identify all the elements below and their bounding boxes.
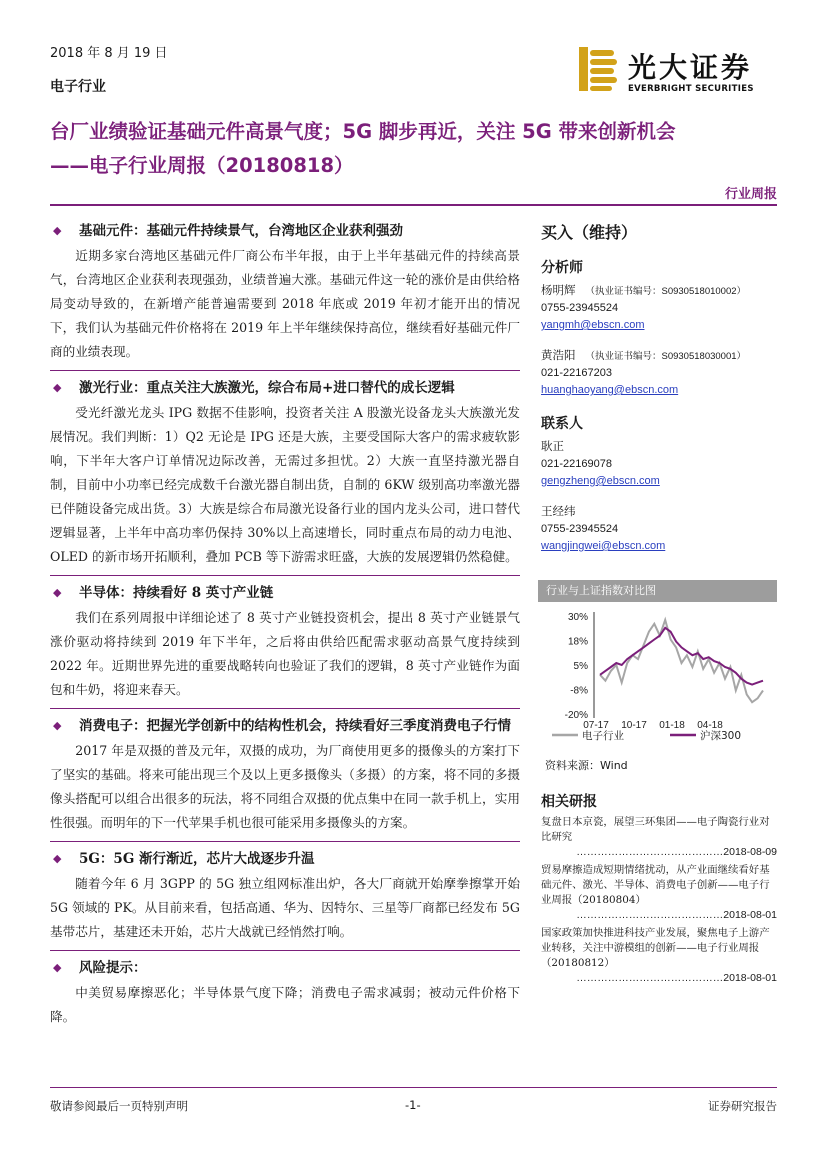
analyst-title: 分析师 [541, 260, 583, 276]
logo-text-cn: 光大证券 [628, 51, 753, 84]
footer-disclaimer: 敬请参阅最后一页特别声明 [50, 1099, 188, 1113]
section-divider [50, 950, 520, 951]
y-tick-label: 30% [567, 612, 588, 623]
section-5g [50, 848, 520, 944]
diamond-bullet-icon: ◆ [53, 719, 62, 732]
related-report-text: 贸易摩擦造成短期情绪扰动，从产业面继续看好基础元件、激光、半导体、消费电子创新——电子行业周报（20180804） [541, 864, 770, 906]
contact-phone: 021-22169078 [541, 458, 612, 470]
section-heading-text: 5G：5G 渐行渐近，芯片大战逐步升温 [79, 851, 315, 867]
page-number: -1- [405, 1098, 421, 1112]
section-divider [50, 708, 520, 709]
section-heading-text: 半导体：持续看好 8 英寸产业链 [79, 585, 274, 601]
section-heading-text: 风险提示： [79, 960, 147, 976]
section-heading [50, 220, 520, 242]
analyst-phone: 021-22167203 [541, 367, 612, 379]
related-report-date: ……………………………………2018-08-01 [576, 972, 777, 984]
sector-label: 电子行业 [50, 79, 106, 95]
section-heading [50, 582, 520, 604]
section-divider [50, 370, 520, 371]
section-body: 受光纤激光龙头 IPG 数据不佳影响，投资者关注 A 股激光设备龙头大族激光发展情况。我们判断：1）Q2 无论是 IPG 还是大族，主要受国际大客户的需求疲软影响，下半年大客户订单情况边际改善，无需过多担忧。2）大族一直坚持激光器自制，目前中小功率已经完成数千台激光器自制出货，自制的 6KW 级别高功率激光器已伴随设备完成出货。3）大族是综合布局激光设备行业的国内龙头公司，进口替代逻辑显著，上半年中高功率仍保持 30%以上高速增长，同时重点布局的动力电池、OLED 的新市场开拓顺利，叠加 PCB 等下游需求旺盛，大族的发展逻辑仍然稳健。 [50, 405, 520, 564]
section-heading [50, 715, 520, 737]
section-heading [50, 957, 520, 979]
related-report-text: 国家政策加快推进科技产业发展，聚焦电子上游产业转移，关注中游模组的创新——电子行业周报（20180812） [541, 927, 770, 969]
section-body: 近期多家台湾地区基础元件厂商公布半年报，由于上半年基础元件的持续高景气，台湾地区企业获利表现强劲，业绩普遍大涨。基础元件这一轮的涨价是由供给格局变动导致的，在新增产能普遍需要到 2018 年底或 2019 年初才能开出的情况下，我们认为基础元件价格将在 2019 年上半年继续保持高位，继续看好基础元件厂商的业绩表现。 [50, 248, 520, 359]
legend-label: 沪深300 [700, 730, 742, 742]
section-body: 随着今年 6 月 3GPP 的 5G 独立组网标准出炉，各大厂商就开始摩拳擦掌开始 5G 领域的 PK。从目前来看，包括高通、华为、因特尔、三星等厂商都已经发布 5G 基带芯片，基建还未开始，芯片大战就已经悄然打响。 [50, 876, 520, 939]
related-report-text: 复盘日本京瓷，展望三环集团——电子陶瓷行业对比研究 [541, 816, 770, 843]
diamond-bullet-icon: ◆ [53, 381, 62, 394]
diamond-bullet-icon: ◆ [53, 852, 62, 865]
analyst-card [541, 348, 777, 399]
section-heading-text: 基础元件：基础元件持续景气，台湾地区企业获利强劲 [79, 223, 403, 239]
section-heading [50, 377, 520, 399]
contact-email-link[interactable]: wangjingwei@ebscn.com [541, 540, 666, 552]
x-tick-label: 04-18 [697, 720, 723, 731]
contact-name: 耿正 [541, 441, 564, 453]
y-tick-label: 5% [573, 661, 588, 672]
contact-phone: 0755-23945524 [541, 523, 619, 535]
legend-label: 电子行业 [582, 730, 624, 742]
diamond-bullet-icon: ◆ [53, 224, 62, 237]
chart-source: 资料来源：Wind [545, 759, 628, 772]
y-tick-label: -20% [564, 710, 588, 721]
x-tick-label: 10-17 [621, 720, 647, 731]
x-tick-label: 01-18 [659, 720, 685, 731]
logo-text-en: EVERBRIGHT SECURITIES [628, 84, 754, 94]
analyst-license: （执业证书编号：S0930518030001） [585, 351, 747, 362]
contact-name: 王经纬 [541, 506, 576, 518]
related-report-link[interactable] [541, 815, 777, 860]
analyst-card [541, 283, 777, 334]
rating: 买入（维持） [541, 223, 638, 242]
report-title-line1: 台厂业绩验证基础元件高景气度；5G 脚步再近，关注 5G 带来创新机会 [50, 120, 676, 143]
analyst-name: 杨明辉 [541, 285, 576, 297]
comparison-chart [538, 580, 777, 758]
sidebar [538, 220, 777, 555]
footer-report-label: 证券研究报告 [708, 1099, 777, 1113]
footer-divider [50, 1087, 777, 1088]
section-consumer-electronics [50, 715, 520, 835]
related-report-link[interactable] [541, 926, 777, 986]
section-heading-text: 消费电子：把握光学创新中的结构性机会，持续看好三季度消费电子行情 [79, 718, 511, 734]
related-report-date: ……………………………………2018-08-09 [576, 846, 777, 858]
main-content [50, 214, 520, 1035]
contact-email-link[interactable]: gengzheng@ebscn.com [541, 475, 660, 487]
related-report-date: ……………………………………2018-08-01 [576, 909, 777, 921]
related-reports [538, 791, 777, 989]
section-divider [50, 575, 520, 576]
contact-card [541, 439, 777, 490]
report-type: 行业周报 [724, 187, 777, 202]
analyst-email-link[interactable]: yangmh@ebscn.com [541, 319, 645, 331]
section-divider [50, 841, 520, 842]
report-date: 2018 年 8 月 19 日 [50, 46, 168, 61]
y-tick-label: -8% [570, 685, 588, 697]
section-semiconductor [50, 582, 520, 702]
section-body: 2017 年是双摄的普及元年，双摄的成功，为厂商使用更多的摄像头的方案打下了坚实的基础。将来可能出现三个及以上更多摄像头（多摄）的方案，将不同的多摄像头搭配可以组合出很多的玩法，将不同组合双摄的优点集中在同一款手机上，实用性很强。而明年的下一代苹果手机也很可能采用多摄像头的方案。 [50, 743, 520, 830]
related-report-link[interactable] [541, 863, 777, 923]
everbright-logo-icon [579, 47, 619, 91]
diamond-bullet-icon: ◆ [53, 586, 62, 599]
section-basic-components [50, 220, 520, 364]
chart-canvas [538, 602, 777, 754]
analyst-license: （执业证书编号：S0930518010002） [585, 286, 747, 297]
analyst-name: 黄浩阳 [541, 350, 576, 362]
related-title: 相关研报 [541, 794, 597, 810]
section-body: 我们在系列周报中详细论述了 8 英寸产业链投资机会，提出 8 英寸产业链景气涨价驱动将持续到 2019 年下半年，之后将由供给匹配需求驱动高景气度持续到 2022 年。近期世界先进的重要战略转向也验证了我们的逻辑，8 英寸产业链作为面包和牛奶，将迎来春天。 [50, 610, 520, 697]
section-body: 中美贸易摩擦恶化；半导体景气度下降；消费电子需求减弱；被动元件价格下降。 [50, 985, 520, 1024]
analyst-email-link[interactable]: huanghaoyang@ebscn.com [541, 384, 679, 396]
section-risk [50, 957, 520, 1029]
section-heading [50, 848, 520, 870]
report-title-line2: ——电子行业周报（20180818） [50, 154, 354, 177]
diamond-bullet-icon: ◆ [53, 961, 62, 974]
header-divider [50, 204, 777, 206]
section-laser [50, 377, 520, 569]
analyst-phone: 0755-23945524 [541, 302, 619, 314]
chart-title: 行业与上证指数对比图 [538, 580, 777, 602]
y-tick-label: 18% [567, 636, 588, 648]
contact-title: 联系人 [541, 416, 583, 432]
x-tick-label: 07-17 [583, 720, 609, 731]
section-heading-text: 激光行业：重点关注大族激光，综合布局+进口替代的成长逻辑 [79, 380, 455, 396]
contact-card [541, 504, 777, 555]
